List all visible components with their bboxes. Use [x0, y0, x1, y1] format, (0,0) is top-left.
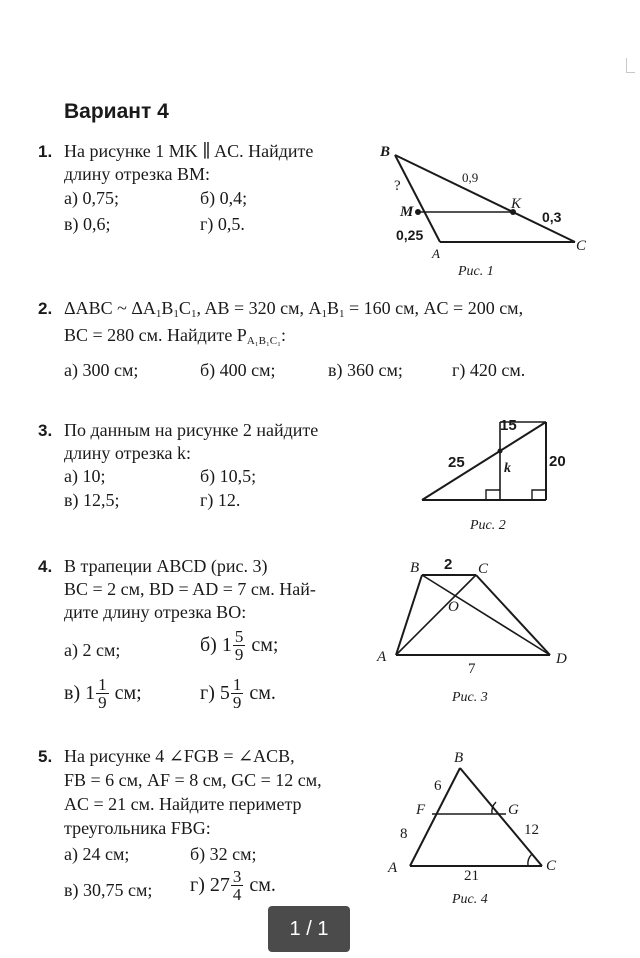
fig3-label-b: B: [410, 560, 420, 576]
fig1-point-m: [415, 209, 421, 215]
q5-line4: треугольника FBG:: [64, 818, 211, 838]
figure-4: [380, 748, 590, 898]
fig2-caption: Рис. 2: [470, 518, 506, 533]
q4-line1: В трапеции ABCD (рис. 3): [64, 556, 268, 576]
q5-option-b: б) 32 см;: [190, 844, 257, 864]
fig1-label-a: A: [432, 246, 440, 261]
fig4-length-ac: 21: [464, 868, 479, 884]
q5-option-c: в) 30,75 см;: [64, 880, 153, 900]
fig2-right-angle-2: [532, 490, 546, 500]
q3-number: 3.: [38, 421, 53, 440]
q4-line2: BC = 2 см, BD = AD = 7 см. Най-: [64, 579, 316, 599]
q3-line1: По данным на рисунке 2 найдите: [64, 420, 319, 440]
fig3-caption: Рис. 3: [452, 690, 488, 705]
fig2-hyp-length: 25: [448, 454, 465, 471]
q2-option-a: а) 300 см;: [64, 360, 139, 380]
fig4-label-c: C: [546, 858, 557, 874]
q3-option-c: в) 12,5;: [64, 490, 120, 510]
q4-option-b: б) 1 $\frac{5}{9}$ см;: [200, 627, 279, 664]
fig3-label-d: D: [556, 651, 567, 667]
fig4-label-a: A: [388, 860, 398, 876]
q2-number: 2.: [38, 299, 53, 318]
q1-option-c: в) 0,6;: [64, 214, 111, 234]
fig1-label-b: B: [380, 144, 391, 160]
q1-option-d: г) 0,5.: [200, 214, 245, 234]
fig2-right-angle-1: [486, 490, 500, 500]
fig3-label-c: C: [478, 561, 489, 577]
q4-line3: дите длину отрезка BO:: [64, 602, 247, 622]
fig1-label-m: M: [400, 204, 414, 220]
fig4-label-b: B: [454, 750, 464, 766]
q4-option-d: г) 5 $\frac{1}{9}$ см.: [200, 675, 276, 712]
fig2-label-k: k: [504, 461, 511, 476]
q4-option-c: в) 1 $\frac{1}{9}$ см;: [64, 675, 142, 712]
q3-option-d: г) 12.: [200, 490, 241, 510]
q1-line2: длину отрезка BM:: [64, 164, 211, 184]
fig2-hypotenuse: [422, 422, 546, 500]
figure-3: [372, 555, 582, 685]
fig3-label-a: A: [377, 649, 387, 665]
figure-2: [416, 412, 566, 507]
fig4-length-af: 8: [400, 826, 408, 842]
q2-option-b: б) 400 см;: [200, 360, 276, 380]
fig4-caption: Рис. 4: [452, 892, 488, 907]
fig3-length-ad: 7: [468, 661, 476, 677]
q5-option-a: а) 24 см;: [64, 844, 130, 864]
fig1-label-c: C: [576, 238, 587, 254]
fig1-len-kc: 0,3: [542, 209, 562, 225]
fig2-point: [498, 449, 503, 454]
q4-number: 4.: [38, 557, 53, 576]
fig3-label-o: O: [448, 599, 459, 615]
q2-option-d: г) 420 см.: [452, 360, 526, 380]
page-indicator[interactable]: 1 / 1: [268, 906, 350, 952]
q4-option-a: а) 2 см;: [64, 640, 121, 660]
q5-number: 5.: [38, 747, 53, 766]
fig4-angle-c: [528, 854, 532, 866]
q5-line3: AC = 21 см. Найдите периметр: [64, 794, 302, 814]
q3-option-b: б) 10,5;: [200, 466, 257, 486]
q2-option-c: в) 360 см;: [328, 360, 403, 380]
fig4-length-gc: 12: [524, 822, 539, 838]
fig3-length-bc: 2: [444, 556, 453, 573]
fig2-right-length: 20: [549, 453, 566, 470]
q3-option-a: а) 10;: [64, 466, 106, 486]
q5-line1: На рисунке 4 ∠FGB = ∠ACB,: [64, 746, 295, 766]
fig1-len-am: 0,25: [396, 227, 424, 243]
fig1-label-k: K: [511, 196, 522, 212]
q1-number: 1.: [38, 142, 53, 161]
q2-line1: ΔABC ~ $\Delta A_1B_1C_1$, AB = 320 см, $A_1B_1 = 160$ см, AC = 200 см,: [64, 298, 524, 320]
q2-line2: BC = 280 см. Найдите $P_{A_1B_1C_1}$:: [64, 325, 286, 347]
variant-title: Вариант 4: [64, 100, 169, 123]
q1-option-a: а) 0,75;: [64, 188, 119, 208]
fig1-len-bk: 0,9: [462, 170, 479, 185]
fig1-caption: Рис. 1: [458, 264, 494, 279]
q5-option-d: г) 27 $\frac{3}{4}$ см.: [190, 867, 276, 904]
figure-1: [380, 140, 600, 270]
fig2-top-length: 15: [500, 417, 517, 434]
q3-line2: длину отрезка k:: [64, 443, 192, 463]
fig1-label-q: ?: [394, 178, 401, 194]
fig4-label-g: G: [508, 802, 519, 818]
fig4-label-f: F: [416, 802, 426, 818]
q1-option-b: б) 0,4;: [200, 188, 248, 208]
q5-line2: FB = 6 см, AF = 8 см, GC = 12 см,: [64, 770, 322, 790]
corner-mark: [626, 58, 635, 73]
fig4-side-bc: [460, 768, 542, 866]
q1-line1: На рисунке 1 MK ∥ AC. Найдите: [64, 141, 314, 161]
fig4-length-fb: 6: [434, 778, 442, 794]
